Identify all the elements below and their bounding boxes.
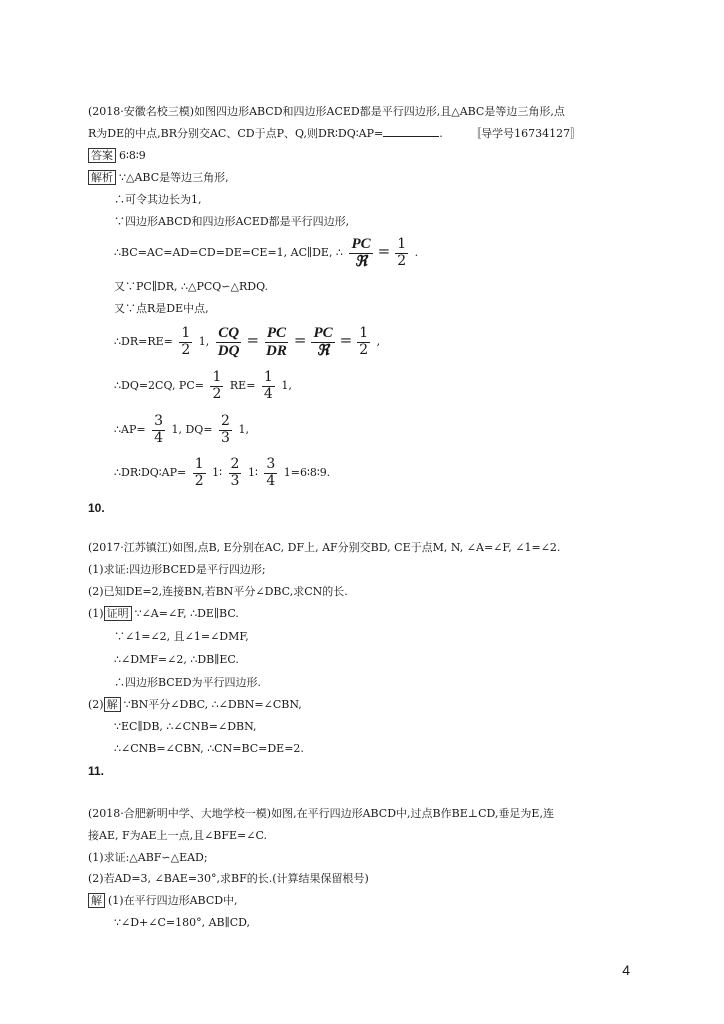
- part-label: (1): [88, 607, 104, 620]
- frac-den: 3: [221, 429, 230, 446]
- p10-stem1: (2017·江苏镇江)如图,点B, E分别在AC, DF上, AF分别交BD, CE于点M, N, ∠A=∠F, ∠1=∠2.: [88, 541, 561, 554]
- fraction-three-quarters: [264, 457, 277, 489]
- frac-num: 1: [263, 369, 273, 386]
- equals-sign: =: [377, 242, 391, 260]
- p9-step7: ∴DR=RE= $\frac{1}{2}$ 1, $\frac{CQ}{DQ}$ = $\frac{PC}{DR}$ = $\frac{PC}{\text{ℜ}}$ = $\frac{1}{2}$ ,: [114, 325, 381, 359]
- frac-num: 1: [397, 236, 407, 253]
- proof-tag: 证明: [104, 606, 132, 621]
- frac-num: 2: [230, 456, 240, 473]
- p9-step6: 又∵点R是DE中点,: [114, 302, 209, 315]
- frac-den: ℜ: [316, 342, 330, 359]
- reference-number: 〚导学号16734127〛: [470, 127, 582, 140]
- p9-step8: [114, 366, 292, 406]
- p9-answer: 6∶8∶9: [119, 149, 146, 162]
- fraction-three-quarters: [152, 414, 165, 446]
- p10-solve2: ∵EC∥DB, ∴∠CNB=∠DBN,: [114, 720, 257, 733]
- frac-num: PC: [351, 236, 371, 252]
- equals-sign: =: [293, 331, 307, 349]
- p9-step8-mid: RE=: [229, 379, 256, 392]
- equals-sign: =: [339, 331, 353, 349]
- p9-step9: [114, 410, 249, 450]
- frac-num: 1: [181, 325, 191, 342]
- p10-proof2: ∵∠1=∠2, 且∠1=∠DMF,: [114, 630, 249, 643]
- p9-step9-text: ∴AP=: [114, 423, 146, 436]
- fraction-pc-r: [349, 236, 372, 270]
- p9-step10: [114, 453, 330, 493]
- p9-step10-text: ∴DR∶DQ∶AP=: [114, 466, 187, 479]
- p9-step2: ∴可令其边长为1,: [114, 193, 202, 206]
- frac-den: 4: [266, 472, 276, 489]
- p9-stem-line2: [88, 126, 581, 142]
- problem-number-10: 10.: [88, 501, 105, 515]
- fraction-half: [357, 326, 370, 358]
- p9-step8-text: ∴DQ=2CQ, PC=: [114, 379, 204, 392]
- ratio-sep: 1∶: [212, 466, 223, 479]
- fraction-half: [210, 370, 223, 402]
- fraction-quarter: [262, 370, 275, 402]
- p9-step3: ∵四边形ABCD和四边形ACED都是平行四边形,: [114, 215, 350, 228]
- p9-step8-unit: 1,: [281, 379, 292, 392]
- frac-num: CQ: [218, 325, 240, 341]
- p9-step7-unit: 1,: [198, 335, 210, 348]
- frac-num: 1: [359, 325, 369, 342]
- p11-solve-line: [88, 893, 238, 909]
- p11-stem1: (2018·合肥新明中学、大地学校一模)如图,在平行四边形ABCD中,过点B作BE⊥CD,垂足为E,连: [88, 807, 554, 820]
- fraction-pc-r: [311, 325, 334, 359]
- p9-analysis-line: [88, 170, 229, 186]
- ratio-sep: 1∶: [247, 466, 258, 479]
- frac-num: 2: [221, 413, 230, 430]
- p9-step4: ∴BC=AC=AD=CD=DE=CE=1, AC∥DE, ∴ $\frac{PC}{\text{ℜ}}$ = $\frac{1}{2}$ .: [114, 236, 419, 270]
- p10-solve-line: [88, 697, 302, 713]
- p11-stem2: 接AE, F为AE上一点,且∠BFE=∠C.: [88, 829, 267, 842]
- p9-step1: ∵△ABC是等边三角形,: [119, 171, 229, 184]
- p11-stem4: (2)若AD=3, ∠BAE=30°,求BF的长.(计算结果保留根号): [88, 872, 369, 885]
- frac-num: PC: [266, 325, 287, 341]
- solve-tag: 解: [88, 893, 105, 908]
- frac-den: ℜ: [354, 253, 368, 270]
- p10-proof-line: [88, 606, 239, 622]
- frac-den: 3: [230, 472, 240, 489]
- fraction-half: [395, 237, 408, 269]
- p11-solve2: ∵∠D+∠C=180°, AB∥CD,: [114, 916, 251, 929]
- frac-den: 2: [359, 341, 369, 358]
- frac-num: 3: [154, 413, 163, 430]
- frac-num: 1: [194, 456, 204, 473]
- problem-number-11: 11.: [88, 764, 105, 778]
- p9-step9-mid: 1, DQ=: [171, 423, 213, 436]
- p9-step9-unit: 1,: [238, 423, 249, 436]
- analysis-tag: 解析: [88, 170, 116, 185]
- frac-den: 2: [397, 252, 407, 269]
- p10-proof3: ∴∠DMF=∠2, ∴DB∥EC.: [114, 653, 239, 666]
- frac-den: DR: [266, 342, 287, 359]
- p10-proof1: ∵∠A=∠F, ∴DE∥BC.: [134, 607, 239, 620]
- fraction-cq-dq: [216, 325, 242, 359]
- frac-den: 4: [154, 429, 163, 446]
- p9-answer-line: [88, 148, 146, 164]
- p10-stem3: (2)已知DE=2,连接BN,若BN平分∠DBC,求CN的长.: [88, 585, 348, 598]
- p10-solve1: ∵BN平分∠DBC, ∴∠DBN=∠CBN,: [123, 698, 302, 711]
- frac-num: 1: [212, 369, 222, 386]
- fraction-half: [193, 457, 206, 489]
- frac-den: 2: [212, 385, 222, 402]
- answer-blank: [383, 126, 439, 137]
- frac-den: 2: [194, 472, 204, 489]
- fraction-two-thirds: [219, 414, 232, 446]
- fraction-pc-dr: [264, 325, 289, 359]
- p10-proof4: ∴四边形BCED为平行四边形.: [114, 676, 262, 689]
- fraction-two-thirds: [229, 457, 242, 489]
- p10-stem2: (1)求证:四边形BCED是平行四边形;: [88, 563, 266, 576]
- p9-step7-text: ∴DR=RE=: [114, 335, 173, 348]
- page-number: 4: [622, 962, 630, 978]
- part-label: (2): [88, 698, 104, 711]
- frac-den: 4: [263, 385, 273, 402]
- p9-step4-text: ∴BC=AC=AD=CD=DE=CE=1, AC∥DE, ∴: [114, 246, 343, 259]
- frac-num: PC: [313, 325, 333, 341]
- p9-final-ratio: 1=6∶8∶9.: [283, 466, 331, 479]
- frac-den: 2: [181, 341, 191, 358]
- solve-tag: 解: [104, 697, 121, 712]
- p11-solve1: (1)在平行四边形ABCD中,: [108, 894, 238, 907]
- p9-stem-line1: (2018·安徽名校三模)如图四边形ABCD和四边形ACED都是平行四边形,且△ABC是等边三角形,点: [88, 105, 565, 118]
- frac-den: DQ: [217, 342, 240, 359]
- p11-stem3: (1)求证:△ABF∽△EAD;: [88, 851, 208, 864]
- frac-num: 3: [266, 456, 276, 473]
- equals-sign: =: [246, 331, 260, 349]
- p9-stem-end: .: [439, 127, 443, 140]
- fraction-half: [179, 326, 192, 358]
- p10-solve3: ∴∠CNB=∠CBN, ∴CN=BC=DE=2.: [114, 742, 304, 755]
- p9-stem-text: R为DE的中点,BR分别交AC、CD于点P、Q,则DR∶DQ∶AP=: [88, 127, 384, 140]
- p9-step5: 又∵PC∥DR, ∴△PCQ∽△RDQ.: [114, 280, 269, 293]
- answer-tag: 答案: [88, 148, 116, 163]
